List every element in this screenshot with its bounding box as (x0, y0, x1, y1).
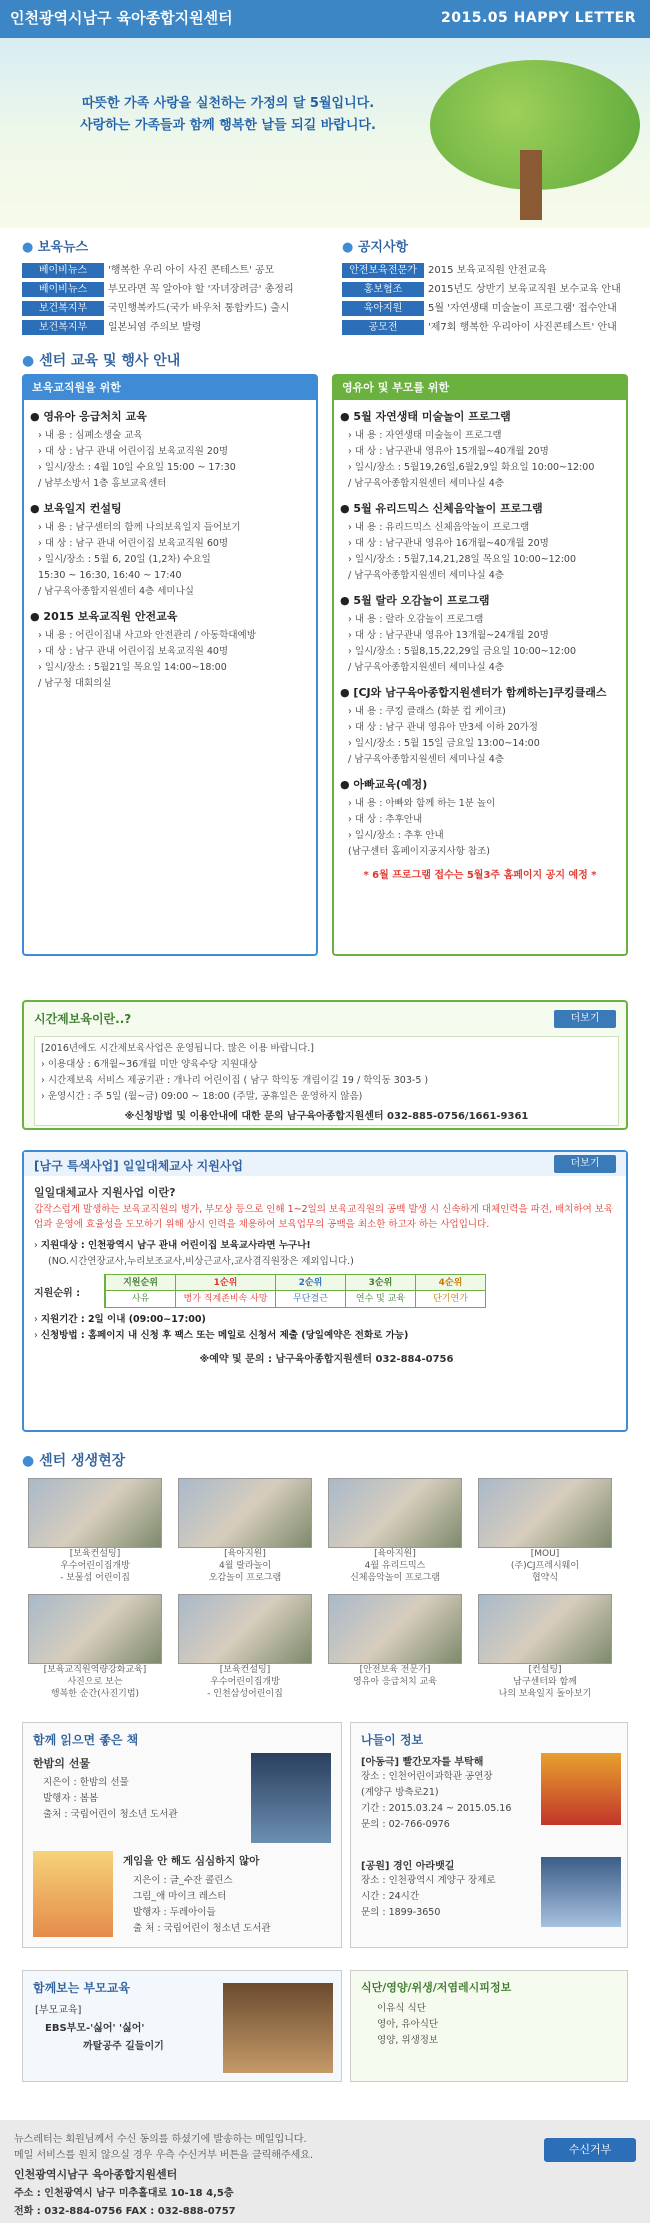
outing2-photo[interactable] (541, 1857, 621, 1927)
notice-section (342, 236, 642, 337)
edu-right-program-line: › 대 상 : 추후안내 (348, 814, 423, 825)
rank-cell-head: 지원순위 (106, 1275, 175, 1291)
rank-table (104, 1274, 486, 1308)
news-item[interactable] (22, 299, 322, 318)
edu-right-program-line: › 대 상 : 남구관내 영유아 15개월~40개월 20명 (348, 446, 549, 457)
gallery-caption: [보육컨설팅] 우수어린이집개방 - 보물섬 어린이집 (60, 1549, 130, 1583)
notice-title-text: 공지사항 (357, 240, 409, 255)
special-apply-text: 신청방법 : 홈페이지 내 신청 후 팩스 또는 메일로 신청서 제출 (당일예약은 전화로 가능) (40, 1330, 409, 1341)
book2-lines (123, 1873, 271, 1937)
edu-right-program-line: › 내 용 : 아빠와 함께 하는 1분 놀이 (348, 798, 496, 809)
outing2-line: 장소 : 인천광역시 계양구 장제로 (361, 1875, 496, 1886)
timecare-box (22, 1000, 628, 1130)
footer (0, 2120, 650, 2223)
notice-item[interactable] (342, 280, 642, 299)
timecare-line: › 이용대상 : 6개월~36개월 미만 양육수당 지원대상 (41, 1059, 258, 1070)
rank-col (105, 1275, 175, 1307)
news-title: ● 보육뉴스 (22, 240, 89, 255)
special-target2: (NO.시간연장교사,누리보조교사,비상근교사,교사겸직원장은 제외입니다.) (48, 1256, 354, 1267)
gallery-photo[interactable] (478, 1594, 612, 1664)
book2-name[interactable]: 게임을 안 해도 심심하지 않아 (123, 1855, 260, 1867)
book2-line: 발행자 : 두레아이들 (133, 1907, 216, 1918)
gallery-title: ● 센터 생생현장 (22, 1453, 126, 1469)
books-box (22, 1722, 342, 1948)
edu-left-program-line: 15:30 ~ 16:30, 16:40 ~ 17:40 (38, 570, 182, 581)
gallery-caption: [보육교직원역량강화교육] 사진으로 보는 행복한 순간(사진기법) (43, 1665, 147, 1699)
edu-left-program-title[interactable]: ● 보육일지 컨설팅 (30, 502, 122, 515)
book1-cover[interactable] (251, 1753, 331, 1843)
edu-right-program-title[interactable]: ● [CJ와 남구육아종합지원센터가 함께하는]쿠킹클래스 (340, 686, 607, 699)
outing2-line: 시간 : 24시간 (361, 1891, 420, 1902)
edu-right-program-line: › 일시/장소 : 5월19,26일,6월2,9일 화요일 10:00~12:00 (348, 462, 595, 473)
edu-left-program-title[interactable]: ● 2015 보육교직원 안전교육 (30, 610, 178, 623)
book1-lines (33, 1775, 178, 1823)
gallery-item[interactable] (28, 1478, 162, 1584)
gallery-item[interactable] (328, 1594, 462, 1700)
parent-title: 함께보는 부모교육 (33, 1981, 130, 1995)
notice-text: 2015 보육교직원 안전교육 (428, 265, 547, 276)
outing1-line: (계양구 방축로21) (361, 1787, 439, 1798)
special-target-text: 지원대상 : 인천광역시 남구 관내 어린이집 보육교사라면 누구나! (40, 1240, 311, 1251)
special-title: [남구 특색사업] 일일대체교사 지원사업 (34, 1159, 243, 1173)
meal-item[interactable]: 영아, 유아식단 (377, 2019, 439, 2030)
rank-cell-reason: 연수 및 교육 (355, 1294, 406, 1304)
edu-right-program-line: › 내 용 : 랄라 오감놀이 프로그램 (348, 614, 484, 625)
news-text: 국민행복카드(국가 바우처 통합카드) 출시 (108, 303, 290, 314)
rank-col (175, 1275, 275, 1307)
gallery-item[interactable] (178, 1478, 312, 1584)
edu-right-program-line: (남구센터 홈페이지공지사항 참조) (348, 846, 490, 857)
rank-cell-head: 4순위 (416, 1275, 485, 1291)
notice-item[interactable] (342, 318, 642, 337)
outing1-poster[interactable] (541, 1753, 621, 1825)
gallery-caption: [MOU] (주)CJ프레시웨이 협약식 (510, 1549, 580, 1583)
edu-left-box (22, 374, 318, 956)
notice-title: ● 공지사항 (342, 240, 409, 255)
book1-line: 발행자 : 봄봄 (43, 1793, 99, 1804)
notice-text: 5월 '자연생태 미술놀이 프로그램' 접수안내 (428, 303, 617, 314)
news-item[interactable] (22, 261, 322, 280)
news-text: 부모라면 꼭 알아야 할 '자녀장려금' 총정리 (108, 284, 294, 295)
parent-box (22, 1970, 342, 2082)
gallery-item[interactable] (328, 1478, 462, 1584)
edu-left-program-line: › 대 상 : 남구 관내 어린이집 보육교직원 40명 (38, 646, 229, 657)
special-contact: ※예약 및 문의 : 남구육아종합지원센터 032-884-0756 (199, 1354, 454, 1365)
news-item[interactable] (22, 280, 322, 299)
edu-right-program-title[interactable]: ● 5월 유리드믹스 신체음악놀이 프로그램 (340, 502, 543, 515)
footer-addr: 주소 : 인천광역시 남구 미추홀대로 10-18 4,5층 (14, 2188, 234, 2199)
special-time-text: 지원기간 : 2일 이내 (09:00~17:00) (40, 1314, 206, 1325)
edu-right-program-line: / 남구육아종합지원센터 세미나실 4층 (348, 754, 504, 765)
rank-row (34, 1274, 619, 1308)
edu-right-program-title[interactable]: ● 5월 랄라 오감놀이 프로그램 (340, 594, 490, 607)
footer-org: 인천광역시남구 육아종합지원센터 (14, 2168, 178, 2181)
special-body (34, 1184, 619, 1365)
rank-label: 지원순위 : (34, 1287, 81, 1299)
edition-label: 2015.05 HAPPY LETTER (441, 10, 636, 26)
book2-cover[interactable] (33, 1851, 113, 1937)
tagline-2: 사랑하는 가족들과 함께 행복한 날들 되길 바랍니다. (80, 118, 376, 133)
notice-item[interactable] (342, 261, 642, 280)
footer-line1: 뉴스레터는 회원님께서 수신 동의를 하셨기에 발송하는 메일입니다. (14, 2134, 307, 2145)
outing1-name[interactable]: [아동극] 빨간모자를 부탁해 (361, 1757, 484, 1768)
edu-right-program-line: › 내 용 : 자연생태 미술놀이 프로그램 (348, 430, 502, 441)
rank-cell-head: 1순위 (176, 1275, 275, 1291)
news-text: '행복한 우리 아이 사진 콘테스트' 공모 (108, 265, 275, 276)
rank-cell-head: 2순위 (276, 1275, 345, 1291)
edu-left-program-line: › 일시/장소 : 5월21일 목요일 14:00~18:00 (38, 662, 227, 673)
edu-left-program-line: › 내 용 : 남구센터의 함께 나의보육일지 들어보기 (38, 522, 241, 533)
parent-line2[interactable]: 까탈공주 길들이기 (83, 2041, 164, 2052)
rank-cell-reason: 무단결근 (293, 1294, 328, 1304)
edu-left-program-line: / 남구청 대회의실 (38, 678, 112, 689)
footer-line2: 메일 서비스를 원치 않으실 경우 우측 수신거부 버튼을 클릭해주세요. (14, 2150, 314, 2161)
timecare-line: › 운영시간 : 주 5일 (월~금) 09:00 ~ 18:00 (주말, 공휴일은 운영하지 않음) (41, 1091, 363, 1102)
special-apply: › 신청방법 : 홈페이지 내 신청 후 팩스 또는 메일로 신청서 제출 (당일예약은 전화로 가능) (34, 1330, 409, 1341)
tagline-1: 따뜻한 가족 사랑을 실천하는 가정의 달 5월입니다. (81, 96, 375, 111)
gallery-caption: [육아지원] 4월 랄라놀이 오감놀이 프로그램 (208, 1549, 282, 1583)
news-text: 일본뇌염 주의보 발령 (108, 322, 202, 333)
gallery-photo[interactable] (328, 1594, 462, 1664)
edu-right-program-line: › 대 상 : 남구 관내 영유아 만3세 이하 20가정 (348, 722, 538, 733)
rank-cell-reason: 사유 (131, 1294, 150, 1304)
notice-text: 2015년도 상반기 보육교직원 보수교육 안내 (428, 284, 621, 295)
book2-line: 출 처 : 국립어린이 청소년 도서관 (133, 1923, 271, 1934)
edu-right-program-line: / 남구육아종합지원센터 세미나실 4층 (348, 662, 504, 673)
special-time: › 지원기간 : 2일 이내 (09:00~17:00) (34, 1314, 206, 1325)
timecare-more-button[interactable]: 더보기 (554, 1010, 616, 1028)
gallery-photo[interactable] (178, 1478, 312, 1548)
edu-right-program-line: › 대 상 : 남구관내 영유아 13개월~24개월 20명 (348, 630, 549, 641)
news-tag: 베이비뉴스 (22, 282, 104, 297)
timecare-notice: [2016년에도 시간제보육사업은 운영됩니다. 많은 이용 바랍니다.] (41, 1043, 314, 1054)
edu-right-list (334, 408, 626, 860)
special-box (22, 1150, 628, 1432)
notice-item[interactable] (342, 299, 642, 318)
book2-line: 지은이 : 글_수잔 콜린스 (133, 1875, 233, 1886)
edu-left-program-line: › 내 용 : 심폐소생술 교육 (38, 430, 143, 441)
timecare-body (34, 1036, 619, 1126)
edu-right-program-line: › 내 용 : 쿠킹 클래스 (화분 컵 케이크) (348, 706, 506, 717)
gallery-photo[interactable] (178, 1594, 312, 1664)
outing2-line: 문의 : 1899-3650 (361, 1907, 441, 1918)
special-target: › 지원대상 : 인천광역시 남구 관내 어린이집 보육교사라면 누구나! (34, 1240, 311, 1251)
news-item[interactable] (22, 318, 322, 337)
rank-cell-head: 3순위 (346, 1275, 415, 1291)
book2-line: 그림_애 마이크 레스터 (133, 1891, 227, 1902)
book1-name[interactable]: 한밤의 선물 (33, 1757, 90, 1770)
news-section (22, 236, 322, 337)
edu-warning: * 6월 프로그램 접수는 5월3주 홈페이지 공지 예정 * (363, 870, 597, 881)
logo[interactable]: 인천광역시남구 육아종합지원센터 (10, 9, 233, 27)
timecare-title: 시간제보육이란..? (34, 1012, 132, 1026)
meal-item[interactable]: 영양, 위생정보 (377, 2035, 439, 2046)
edu-right-program-line: › 대 상 : 남구관내 영유아 16개월~40개월 20명 (348, 538, 549, 549)
gallery-caption: [안전보육 전문가] 영유아 응급처치 교육 (353, 1665, 437, 1687)
gallery-caption: [육아지원] 4월 유리드믹스 신체음악놀이 프로그램 (350, 1549, 440, 1583)
gallery-photo[interactable] (28, 1478, 162, 1548)
edu-title: ● 센터 교육 및 행사 안내 (22, 353, 181, 369)
notice-text: '제7회 행복한 우리아이 사진콘테스트' 안내 (428, 322, 617, 333)
edu-left-program-line: › 일시/장소 : 5월 6, 20일 (1,2차) 수요일 (38, 554, 211, 565)
special-more-button[interactable]: 더보기 (554, 1155, 616, 1173)
edu-left-program-line: › 일시/장소 : 4월 10일 수요일 15:00 ~ 17:30 (38, 462, 236, 473)
news-tag: 베이비뉴스 (22, 263, 104, 278)
special-question: 일일대체교사 지원사업 이란? (34, 1186, 176, 1199)
rank-col (275, 1275, 345, 1307)
books-title: 함께 읽으면 좋은 책 (33, 1733, 139, 1747)
outing2-lines (351, 1873, 496, 1921)
edu-right-program-line: › 일시/장소 : 5월7,14,21,28일 목요일 10:00~12:00 (348, 554, 577, 565)
edu-right-program-line: › 일시/장소 : 5월 15일 금요일 13:00~14:00 (348, 738, 540, 749)
gallery-caption: [보육컨설팅] 우수어린이집개방 - 인천삼성어린이집 (207, 1665, 283, 1699)
book1-line: 지은이 : 한밤의 선물 (43, 1777, 129, 1788)
edu-title-text: 센터 교육 및 행사 안내 (39, 353, 181, 369)
tree-trunk (520, 150, 542, 220)
timecare-line: › 시간제보육 서비스 제공기관 : 개나리 어린이집 ( 남구 학익동 개림이길 19 / 학익동 303-5 ) (41, 1075, 429, 1086)
outing-title: 나들이 정보 (361, 1733, 424, 1747)
notice-tag: 육아지원 (342, 301, 424, 316)
news-title-text: 보육뉴스 (37, 240, 89, 255)
timecare-contact: ※신청방법 및 이용안내에 대한 문의 남구육아종합지원센터 032-885-0756/1661-9361 (124, 1111, 529, 1122)
book1-line: 출처 : 국립어린이 청소년 도서관 (43, 1809, 178, 1820)
outing-box (350, 1722, 628, 1948)
notice-tag: 안전보육전문가 (342, 263, 424, 278)
meal-box (350, 1970, 628, 2082)
edu-right-box (332, 374, 628, 956)
gallery-photo[interactable] (478, 1478, 612, 1548)
gallery-photo[interactable] (28, 1594, 162, 1664)
outing1-line: 기간 : 2015.03.24 ~ 2015.05.16 (361, 1803, 512, 1814)
edu-left-program-line: › 대 상 : 남구 관내 어린이집 보육교직원 20명 (38, 446, 229, 457)
gallery-grid (28, 1478, 628, 1700)
outing1-line: 장소 : 인천어린이과학관 공연장 (361, 1771, 493, 1782)
news-tag: 보건복지부 (22, 301, 104, 316)
outing1-line: 문의 : 02-766-0976 (361, 1819, 450, 1830)
special-desc: 갑작스럽게 발생하는 보육교직원의 병가, 부모상 등으로 인해 1~2일의 보육교직원의 공백 발생 시 신속하게 대체인력을 파견, 배치하여 보육업과 운영에 효율성을 도모하기 위해 상시 인력을 채용하여 보육업무의 공백을 최소한 하고자 하는 사업입니다. (34, 1204, 614, 1230)
meal-item[interactable]: 이유식 식단 (377, 2003, 426, 2014)
outing2-name[interactable]: [공원] 경인 아라뱃길 (361, 1861, 455, 1872)
edu-left-list (24, 408, 316, 692)
edu-right-program-line: / 남구육아종합지원센터 세미나실 4층 (348, 570, 504, 581)
edu-right-program-line: › 일시/장소 : 5월8,15,22,29일 금요일 10:00~12:00 (348, 646, 577, 657)
unsubscribe-button[interactable]: 수신거부 (544, 2138, 636, 2162)
notice-tag: 홍보협조 (342, 282, 424, 297)
notice-tag: 공모전 (342, 320, 424, 335)
parent-sub: [부모교육] (35, 2005, 82, 2016)
edu-left-head: 보육교직원을 위한 (24, 376, 316, 400)
gallery-photo[interactable] (328, 1478, 462, 1548)
gallery-item[interactable] (478, 1594, 612, 1700)
edu-left-program-line: / 남부소방서 1층 홍보교육센터 (38, 478, 167, 489)
edu-left-program-line: › 내 용 : 어린이집내 사고와 안전관리 / 아동학대예방 (38, 630, 256, 641)
gallery-item[interactable] (178, 1594, 312, 1700)
edu-right-program-line: › 일시/장소 : 추후 안내 (348, 830, 444, 841)
edu-right-program-line: › 내 용 : 유리드믹스 신체음악놀이 프로그램 (348, 522, 530, 533)
edu-right-program-line: / 남구육아종합지원센터 세미나실 4층 (348, 478, 504, 489)
news-tag: 보건복지부 (22, 320, 104, 335)
edu-left-program-line: / 남구육아종합지원센터 4층 세미나실 (38, 586, 194, 597)
timecare-lines (41, 1041, 612, 1105)
notice-list (342, 261, 642, 337)
parent-video-thumb[interactable] (223, 1983, 333, 2073)
edu-right-head: 영유아 및 부모를 위한 (334, 376, 626, 400)
rank-col (415, 1275, 485, 1307)
rank-cell-reason: 단기연가 (433, 1294, 468, 1304)
meal-title[interactable]: 식단/영양/위생/저염레시피정보 (361, 1981, 512, 1994)
edu-right-program-title[interactable]: ● 아빠교육(예정) (340, 778, 428, 791)
rank-col (345, 1275, 415, 1307)
news-list (22, 261, 322, 337)
gallery-title-text: 센터 생생현장 (39, 1453, 126, 1469)
outing1-lines (351, 1769, 511, 1833)
parent-line1[interactable]: EBS부모-'싫어' '싫어' (45, 2023, 145, 2034)
edu-right-program-title[interactable]: ● 5월 자연생태 미술놀이 프로그램 (340, 410, 511, 423)
gallery-caption: [컨설팅] 남구센터와 함께 나의 보육일지 돌아보기 (498, 1665, 592, 1699)
meal-list (363, 2001, 438, 2049)
gallery-item[interactable] (478, 1478, 612, 1584)
edu-left-program-line: › 대 상 : 남구 관내 어린이집 보육교직원 60명 (38, 538, 229, 549)
header-banner (0, 0, 650, 228)
edu-left-program-title[interactable]: ● 영유아 응급처치 교육 (30, 410, 147, 423)
rank-cell-reason: 병가 직계존비속 사망 (183, 1294, 268, 1304)
gallery-item[interactable] (28, 1594, 162, 1700)
footer-tel: 전화 : 032-884-0756 FAX : 032-888-0757 (14, 2206, 236, 2217)
